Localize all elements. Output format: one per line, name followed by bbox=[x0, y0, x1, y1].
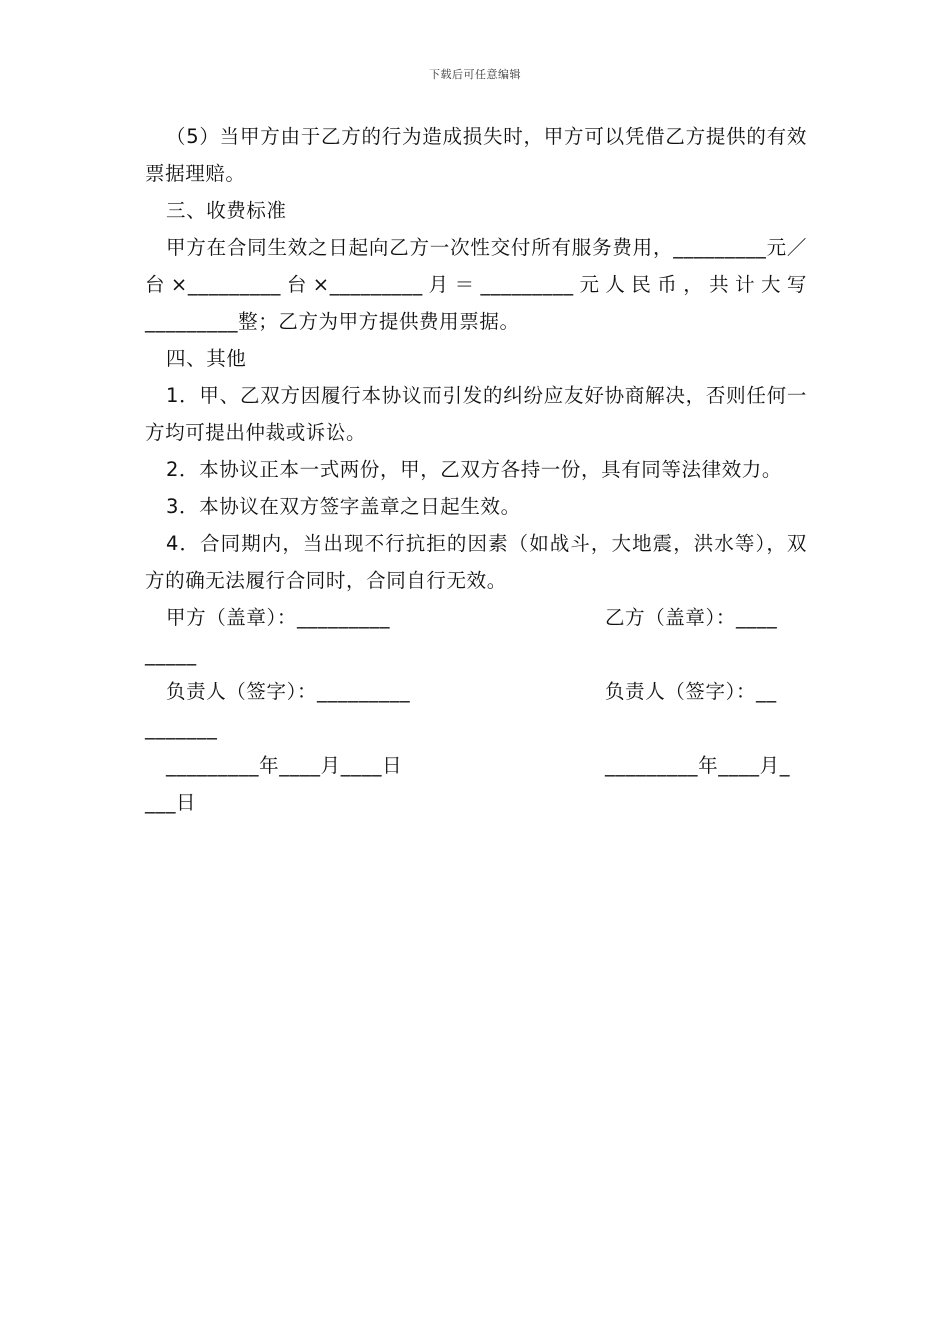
clause-5-paragraph: （5）当甲方由于乙方的行为造成损失时，甲方可以凭借乙方提供的有效票据理赔。 bbox=[145, 125, 807, 185]
page-header: 下载后可任意编辑 bbox=[429, 68, 521, 81]
party-a-seal: 甲方（盖章）：_________ bbox=[166, 606, 391, 629]
other-item-1: 1．甲、乙双方因履行本协议而引发的纠纷应友好协商解决，否则任何一方均可提出仲裁或诉讼。 bbox=[145, 384, 807, 444]
party-b-seal-continuation: _____ bbox=[145, 643, 197, 666]
party-b-date-continuation: ___日 bbox=[145, 791, 197, 814]
fees-paragraph: 甲方在合同生效之日起向乙方一次性交付所有服务费用，_________元／台×_________台×_________月＝_________元人民币，共计大写_________整；乙方为甲方提供费用票据。 bbox=[145, 236, 807, 333]
section-heading-other: 四、其他 bbox=[166, 347, 247, 370]
seal-row bbox=[145, 599, 807, 636]
signature-block bbox=[145, 599, 807, 821]
signer-row bbox=[145, 673, 807, 710]
party-b-date: _________年____月_ bbox=[605, 754, 791, 777]
document-body bbox=[145, 118, 807, 821]
party-b-signer: 负责人（签字）：__ bbox=[605, 680, 777, 703]
date-row bbox=[145, 747, 807, 784]
other-item-4: 4．合同期内，当出现不行抗拒的因素（如战斗，大地震，洪水等），双方的确无法履行合同时，合同自行无效。 bbox=[145, 532, 807, 592]
section-heading-fees: 三、收费标准 bbox=[166, 199, 287, 222]
party-a-signer: 负责人（签字）：_________ bbox=[166, 680, 411, 703]
other-item-3: 3．本协议在双方签字盖章之日起生效。 bbox=[166, 495, 521, 518]
other-item-2: 2．本协议正本一式两份，甲，乙双方各持一份，具有同等法律效力。 bbox=[166, 458, 783, 481]
party-b-signer-continuation: _______ bbox=[145, 717, 218, 740]
party-b-seal: 乙方（盖章）：____ bbox=[605, 606, 778, 629]
party-a-date: _________年____月____日 bbox=[166, 754, 403, 777]
